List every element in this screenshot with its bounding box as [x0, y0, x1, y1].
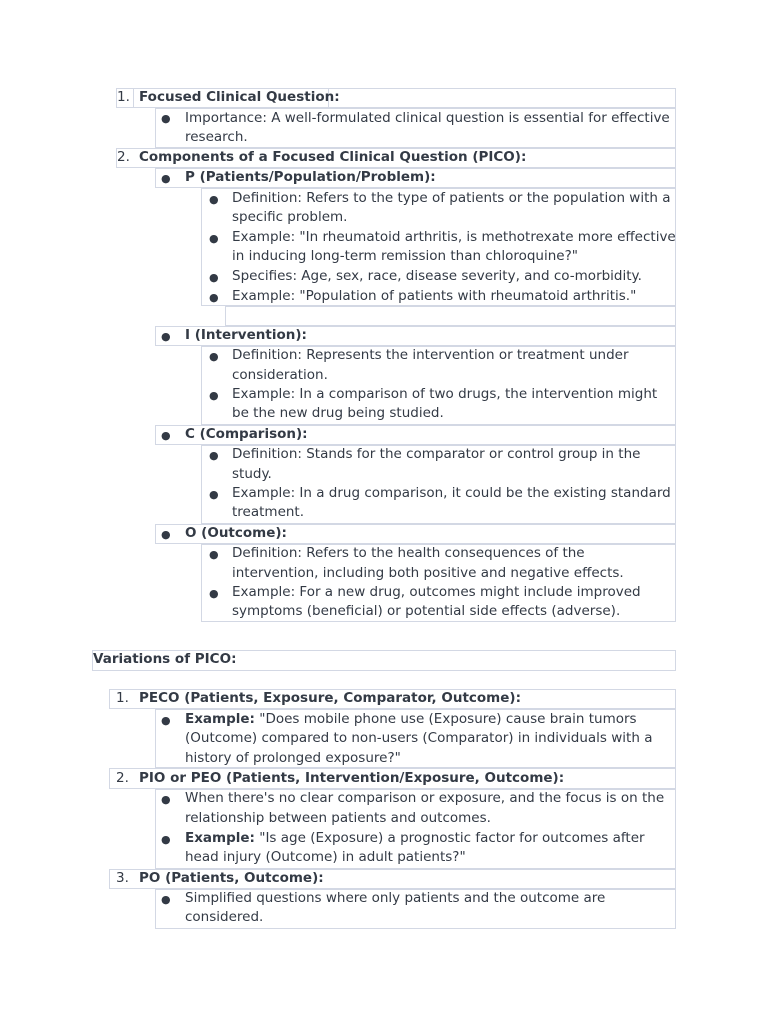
po-bullet1-line1: Simplified questions where only patients and the outcome are [185, 890, 606, 906]
importance-text-line2: research. [185, 129, 248, 145]
bullet-icon: ● [161, 172, 171, 185]
c-definition-line2: study. [232, 466, 272, 482]
bullet-icon: ● [161, 429, 171, 442]
o-example-line1: Example: For a new drug, outcomes might include improved [232, 584, 641, 600]
bullet-icon: ● [161, 330, 171, 343]
o-example-line2: symptoms (beneficial) or potential side effects (adverse). [232, 603, 621, 619]
o-definition-line1: Definition: Refers to the health consequences of the [232, 545, 585, 561]
bullet-icon: ● [161, 833, 171, 846]
item2-title: Components of a Focused Clinical Question (PICO): [139, 149, 527, 165]
pio-example-text: "Is age (Exposure) a prognostic factor for outcomes after [254, 830, 645, 846]
peco-example-line3: history of prolonged exposure?" [185, 750, 401, 766]
p-example-line2: in inducing long-term remission than chloroquine?" [232, 248, 578, 264]
pio-example-line2: head injury (Outcome) in adult patients?" [185, 849, 466, 865]
bullet-icon: ● [209, 193, 219, 206]
peco-example-text: "Does mobile phone use (Exposure) cause brain tumors [254, 711, 637, 727]
item1-number: 1. [117, 89, 130, 105]
pio-bullet1-line1: When there's no clear comparison or exposure, and the focus is on the [185, 790, 665, 806]
i-definition-line1: Definition: Represents the intervention or treatment under [232, 347, 629, 363]
bullet-icon: ● [161, 714, 171, 727]
p-example2-line: Example: "Population of patients with rheumatoid arthritis." [232, 288, 637, 304]
bullet-icon: ● [161, 112, 171, 125]
c-definition-line1: Definition: Stands for the comparator or control group in the [232, 446, 641, 462]
o-title: O (Outcome): [185, 525, 287, 541]
bullet-icon: ● [209, 291, 219, 304]
variations-heading: Variations of PICO: [93, 651, 237, 667]
i-title: I (Intervention): [185, 327, 307, 343]
bullet-icon: ● [161, 793, 171, 806]
bullet-icon: ● [209, 449, 219, 462]
peco-example-label: Example: [185, 711, 255, 727]
o-definition-line2: intervention, including both positive and negative effects. [232, 565, 624, 581]
bullet-icon: ● [209, 232, 219, 245]
peco-example-line1 [185, 710, 637, 730]
pio-number: 2. [116, 770, 129, 786]
bullet-icon: ● [209, 488, 219, 501]
pio-example-line1 [185, 829, 645, 849]
po-bullet1-line2: considered. [185, 909, 264, 925]
po-number: 3. [116, 870, 129, 886]
i-example-line2: be the new drug being studied. [232, 405, 444, 421]
p-definition-line2: specific problem. [232, 209, 348, 225]
p-specifies-line: Specifies: Age, sex, race, disease severity, and co-morbidity. [232, 268, 642, 284]
i-definition-line2: consideration. [232, 367, 328, 383]
c-example-line2: treatment. [232, 504, 305, 520]
bullet-icon: ● [209, 350, 219, 363]
po-title: PO (Patients, Outcome): [139, 870, 324, 886]
peco-title: PECO (Patients, Exposure, Comparator, Outcome): [139, 690, 521, 706]
bullet-icon: ● [209, 587, 219, 600]
p-example-line1: Example: "In rheumatoid arthritis, is methotrexate more effective [232, 229, 676, 245]
c-title: C (Comparison): [185, 426, 308, 442]
bullet-icon: ● [209, 389, 219, 402]
p-definition-line1: Definition: Refers to the type of patients or the population with a [232, 190, 671, 206]
peco-number: 1. [116, 690, 129, 706]
item1-title: Focused Clinical Question: [139, 89, 340, 105]
bullet-icon: ● [209, 548, 219, 561]
item2-number: 2. [117, 149, 130, 165]
pio-title: PIO or PEO (Patients, Intervention/Exposure, Outcome): [139, 770, 565, 786]
p-title: P (Patients/Population/Problem): [185, 169, 436, 185]
pio-bullet1-line2: relationship between patients and outcomes. [185, 810, 491, 826]
importance-text-line1: Importance: A well-formulated clinical question is essential for effective [185, 110, 670, 126]
empty-spacer-box [225, 306, 676, 326]
i-example-line1: Example: In a comparison of two drugs, the intervention might [232, 386, 658, 402]
bullet-icon: ● [161, 528, 171, 541]
pio-example-label: Example: [185, 830, 255, 846]
peco-example-line2: (Outcome) compared to non-users (Comparator) in individuals with a [185, 730, 653, 746]
bullet-icon: ● [161, 893, 171, 906]
c-example-line1: Example: In a drug comparison, it could be the existing standard [232, 485, 671, 501]
bullet-icon: ● [209, 271, 219, 284]
